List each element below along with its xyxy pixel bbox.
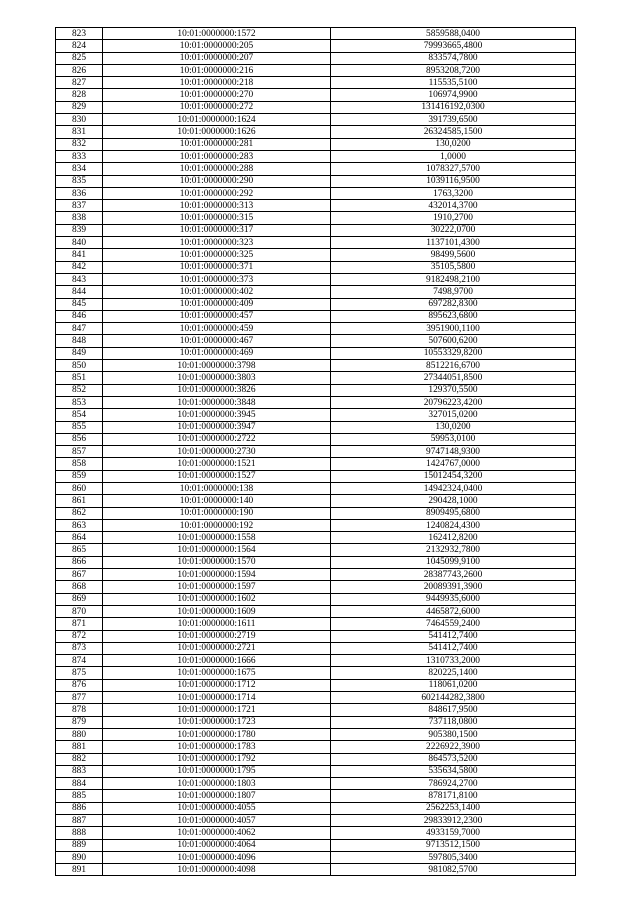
row-number-cell: 851 (56, 372, 103, 384)
table-row (56, 101, 576, 113)
row-number-cell: 853 (56, 396, 103, 408)
table-row (56, 261, 576, 273)
value-cell: 1,0000 (331, 150, 576, 162)
row-number-cell: 874 (56, 655, 103, 667)
value-cell: 29833912,2300 (331, 815, 576, 827)
row-number-cell: 832 (56, 138, 103, 150)
row-number-cell: 865 (56, 544, 103, 556)
cadastral-number-cell: 10:01:0000000:3798 (103, 360, 331, 372)
table-body (56, 28, 576, 876)
value-cell: 541412,7400 (331, 630, 576, 642)
value-cell: 27344051,8500 (331, 372, 576, 384)
row-number-cell: 835 (56, 175, 103, 187)
value-cell: 1763,3200 (331, 187, 576, 199)
cadastral-number-cell: 10:01:0000000:138 (103, 482, 331, 494)
table-row (56, 679, 576, 691)
value-cell: 432014,3700 (331, 200, 576, 212)
table-row (56, 347, 576, 359)
value-cell: 878171,8100 (331, 790, 576, 802)
row-number-cell: 833 (56, 150, 103, 162)
cadastral-number-cell: 10:01:0000000:1807 (103, 790, 331, 802)
value-cell: 131416192,0300 (331, 101, 576, 113)
table-row (56, 470, 576, 482)
table-row (56, 200, 576, 212)
row-number-cell: 886 (56, 802, 103, 814)
cadastral-number-cell: 10:01:0000000:1666 (103, 655, 331, 667)
table-row (56, 593, 576, 605)
table-row (56, 421, 576, 433)
table-row (56, 827, 576, 839)
cadastral-number-cell: 10:01:0000000:1611 (103, 618, 331, 630)
value-cell: 98499,5600 (331, 249, 576, 261)
value-cell: 28387743,2600 (331, 569, 576, 581)
value-cell: 327015,0200 (331, 409, 576, 421)
cadastral-number-cell: 10:01:0000000:216 (103, 64, 331, 76)
cadastral-number-cell: 10:01:0000000:192 (103, 519, 331, 531)
value-cell: 4465872,6000 (331, 605, 576, 617)
value-cell: 1039116,9500 (331, 175, 576, 187)
cadastral-number-cell: 10:01:0000000:1714 (103, 692, 331, 704)
value-cell: 3951900,1100 (331, 323, 576, 335)
cadastral-number-cell: 10:01:0000000:1803 (103, 778, 331, 790)
table-row (56, 667, 576, 679)
value-cell: 1045099,9100 (331, 556, 576, 568)
row-number-cell: 857 (56, 446, 103, 458)
value-cell: 59953,0100 (331, 433, 576, 445)
row-number-cell: 840 (56, 237, 103, 249)
table-row (56, 482, 576, 494)
row-number-cell: 860 (56, 482, 103, 494)
row-number-cell: 864 (56, 532, 103, 544)
value-cell: 2132932,7800 (331, 544, 576, 556)
table-row (56, 237, 576, 249)
cadastral-number-cell: 10:01:0000000:467 (103, 335, 331, 347)
value-cell: 10553329,8200 (331, 347, 576, 359)
cadastral-number-cell: 10:01:0000000:218 (103, 77, 331, 89)
cadastral-number-cell: 10:01:0000000:323 (103, 237, 331, 249)
value-cell: 9747148,9300 (331, 446, 576, 458)
cadastral-number-cell: 10:01:0000000:469 (103, 347, 331, 359)
value-cell: 106974,9900 (331, 89, 576, 101)
cadastral-number-cell: 10:01:0000000:4096 (103, 851, 331, 863)
value-cell: 9713512,1500 (331, 839, 576, 851)
value-cell: 20089391,3900 (331, 581, 576, 593)
cadastral-number-cell: 10:01:0000000:2719 (103, 630, 331, 642)
cadastral-number-cell: 10:01:0000000:1795 (103, 765, 331, 777)
table-row (56, 384, 576, 396)
cadastral-number-cell: 10:01:0000000:205 (103, 40, 331, 52)
cadastral-number-cell: 10:01:0000000:1609 (103, 605, 331, 617)
table-row (56, 642, 576, 654)
value-cell: 1424767,0000 (331, 458, 576, 470)
table-row (56, 765, 576, 777)
value-cell: 14942324,0400 (331, 482, 576, 494)
table-row (56, 692, 576, 704)
cadastral-number-cell: 10:01:0000000:1527 (103, 470, 331, 482)
table-row (56, 396, 576, 408)
value-cell: 8909495,6800 (331, 507, 576, 519)
cadastral-number-cell: 10:01:0000000:2721 (103, 642, 331, 654)
value-cell: 1910,2700 (331, 212, 576, 224)
row-number-cell: 842 (56, 261, 103, 273)
row-number-cell: 876 (56, 679, 103, 691)
table-row (56, 187, 576, 199)
row-number-cell: 870 (56, 605, 103, 617)
cadastral-number-cell: 10:01:0000000:1675 (103, 667, 331, 679)
cadastral-number-cell: 10:01:0000000:2722 (103, 433, 331, 445)
table-row (56, 544, 576, 556)
row-number-cell: 891 (56, 864, 103, 876)
table-row (56, 126, 576, 138)
table-row (56, 839, 576, 851)
row-number-cell: 884 (56, 778, 103, 790)
row-number-cell: 869 (56, 593, 103, 605)
row-number-cell: 856 (56, 433, 103, 445)
table-row (56, 150, 576, 162)
cadastral-number-cell: 10:01:0000000:317 (103, 224, 331, 236)
table-row (56, 310, 576, 322)
row-number-cell: 850 (56, 360, 103, 372)
row-number-cell: 887 (56, 815, 103, 827)
cadastral-number-cell: 10:01:0000000:1626 (103, 126, 331, 138)
row-number-cell: 859 (56, 470, 103, 482)
table-row (56, 335, 576, 347)
table-row (56, 212, 576, 224)
cadastral-number-cell: 10:01:0000000:1572 (103, 28, 331, 40)
value-cell: 290428,1000 (331, 495, 576, 507)
row-number-cell: 844 (56, 286, 103, 298)
row-number-cell: 839 (56, 224, 103, 236)
table-row (56, 163, 576, 175)
value-cell: 35105,5800 (331, 261, 576, 273)
cadastral-number-cell: 10:01:0000000:4098 (103, 864, 331, 876)
table-row (56, 532, 576, 544)
row-number-cell: 837 (56, 200, 103, 212)
row-number-cell: 846 (56, 310, 103, 322)
table-row (56, 249, 576, 261)
row-number-cell: 863 (56, 519, 103, 531)
row-number-cell: 879 (56, 716, 103, 728)
value-cell: 9449935,6000 (331, 593, 576, 605)
value-cell: 391739,6500 (331, 114, 576, 126)
table-row (56, 372, 576, 384)
table-row (56, 864, 576, 876)
cadastral-number-cell: 10:01:0000000:3945 (103, 409, 331, 421)
row-number-cell: 888 (56, 827, 103, 839)
row-number-cell: 849 (56, 347, 103, 359)
table-row (56, 286, 576, 298)
table-row (56, 630, 576, 642)
row-number-cell: 878 (56, 704, 103, 716)
cadastral-number-cell: 10:01:0000000:190 (103, 507, 331, 519)
row-number-cell: 836 (56, 187, 103, 199)
cadastral-number-cell: 10:01:0000000:290 (103, 175, 331, 187)
table-row (56, 114, 576, 126)
value-cell: 4933159,7000 (331, 827, 576, 839)
table-row (56, 741, 576, 753)
table-row (56, 52, 576, 64)
cadastral-number-cell: 10:01:0000000:4055 (103, 802, 331, 814)
row-number-cell: 883 (56, 765, 103, 777)
cadastral-number-cell: 10:01:0000000:288 (103, 163, 331, 175)
value-cell: 130,0200 (331, 138, 576, 150)
table-row (56, 507, 576, 519)
cadastral-number-cell: 10:01:0000000:1558 (103, 532, 331, 544)
value-cell: 786924,2700 (331, 778, 576, 790)
row-number-cell: 845 (56, 298, 103, 310)
value-cell: 535634,5800 (331, 765, 576, 777)
table-row (56, 323, 576, 335)
table-row (56, 519, 576, 531)
table-row (56, 446, 576, 458)
table-row (56, 433, 576, 445)
value-cell: 597805,3400 (331, 851, 576, 863)
row-number-cell: 861 (56, 495, 103, 507)
value-cell: 864573,5200 (331, 753, 576, 765)
value-cell: 26324585,1500 (331, 126, 576, 138)
cadastral-number-cell: 10:01:0000000:1594 (103, 569, 331, 581)
row-number-cell: 838 (56, 212, 103, 224)
table-row (56, 64, 576, 76)
table-row (56, 298, 576, 310)
table-row (56, 815, 576, 827)
table-row (56, 655, 576, 667)
row-number-cell: 866 (56, 556, 103, 568)
row-number-cell: 830 (56, 114, 103, 126)
cadastral-number-cell: 10:01:0000000:1792 (103, 753, 331, 765)
row-number-cell: 877 (56, 692, 103, 704)
cadastral-number-cell: 10:01:0000000:272 (103, 101, 331, 113)
table-row (56, 175, 576, 187)
row-number-cell: 881 (56, 741, 103, 753)
cadastral-number-cell: 10:01:0000000:1712 (103, 679, 331, 691)
row-number-cell: 885 (56, 790, 103, 802)
row-number-cell: 829 (56, 101, 103, 113)
row-number-cell: 824 (56, 40, 103, 52)
row-number-cell: 854 (56, 409, 103, 421)
cadastral-number-cell: 10:01:0000000:409 (103, 298, 331, 310)
table-row (56, 360, 576, 372)
cadastral-number-cell: 10:01:0000000:1602 (103, 593, 331, 605)
cadastral-number-cell: 10:01:0000000:459 (103, 323, 331, 335)
row-number-cell: 855 (56, 421, 103, 433)
value-cell: 15012454,3200 (331, 470, 576, 482)
cadastral-number-cell: 10:01:0000000:4064 (103, 839, 331, 851)
cadastral-number-cell: 10:01:0000000:3947 (103, 421, 331, 433)
table-row (56, 495, 576, 507)
value-cell: 7498,9700 (331, 286, 576, 298)
value-cell: 1078327,5700 (331, 163, 576, 175)
row-number-cell: 873 (56, 642, 103, 654)
table-row (56, 618, 576, 630)
cadastral-number-cell: 10:01:0000000:371 (103, 261, 331, 273)
value-cell: 981082,5700 (331, 864, 576, 876)
value-cell: 507600,6200 (331, 335, 576, 347)
row-number-cell: 825 (56, 52, 103, 64)
table-row (56, 802, 576, 814)
row-number-cell: 867 (56, 569, 103, 581)
cadastral-number-cell: 10:01:0000000:315 (103, 212, 331, 224)
cadastral-number-cell: 10:01:0000000:1624 (103, 114, 331, 126)
row-number-cell: 834 (56, 163, 103, 175)
row-number-cell: 828 (56, 89, 103, 101)
value-cell: 162412,8200 (331, 532, 576, 544)
cadastral-number-cell: 10:01:0000000:402 (103, 286, 331, 298)
cadastral-number-cell: 10:01:0000000:3826 (103, 384, 331, 396)
row-number-cell: 871 (56, 618, 103, 630)
value-cell: 8512216,6700 (331, 360, 576, 372)
value-cell: 1240824,4300 (331, 519, 576, 531)
row-number-cell: 882 (56, 753, 103, 765)
value-cell: 602144282,3800 (331, 692, 576, 704)
cadastral-number-cell: 10:01:0000000:373 (103, 273, 331, 285)
cadastral-number-cell: 10:01:0000000:1597 (103, 581, 331, 593)
value-cell: 7464559,2400 (331, 618, 576, 630)
value-cell: 1310733,2000 (331, 655, 576, 667)
value-cell: 129370,5500 (331, 384, 576, 396)
table-row (56, 77, 576, 89)
cadastral-number-cell: 10:01:0000000:292 (103, 187, 331, 199)
cadastral-number-cell: 10:01:0000000:457 (103, 310, 331, 322)
value-cell: 115535,5100 (331, 77, 576, 89)
row-number-cell: 858 (56, 458, 103, 470)
cadastral-number-cell: 10:01:0000000:1721 (103, 704, 331, 716)
row-number-cell: 843 (56, 273, 103, 285)
table-row (56, 569, 576, 581)
row-number-cell: 852 (56, 384, 103, 396)
table-row (56, 224, 576, 236)
cadastral-number-cell: 10:01:0000000:281 (103, 138, 331, 150)
value-cell: 833574,7800 (331, 52, 576, 64)
cadastral-number-cell: 10:01:0000000:3848 (103, 396, 331, 408)
value-cell: 2226922,3900 (331, 741, 576, 753)
cadastral-number-cell: 10:01:0000000:313 (103, 200, 331, 212)
value-cell: 895623,6800 (331, 310, 576, 322)
cadastral-number-cell: 10:01:0000000:207 (103, 52, 331, 64)
value-cell: 737118,0800 (331, 716, 576, 728)
value-cell: 905380,1500 (331, 728, 576, 740)
cadastral-number-cell: 10:01:0000000:4062 (103, 827, 331, 839)
value-cell: 848617,9500 (331, 704, 576, 716)
cadastral-number-cell: 10:01:0000000:270 (103, 89, 331, 101)
cadastral-number-cell: 10:01:0000000:325 (103, 249, 331, 261)
row-number-cell: 889 (56, 839, 103, 851)
cadastral-value-table (55, 27, 576, 876)
row-number-cell: 862 (56, 507, 103, 519)
cadastral-number-cell: 10:01:0000000:1783 (103, 741, 331, 753)
cadastral-number-cell: 10:01:0000000:4057 (103, 815, 331, 827)
table-row (56, 458, 576, 470)
cadastral-number-cell: 10:01:0000000:1564 (103, 544, 331, 556)
table-row (56, 605, 576, 617)
row-number-cell: 827 (56, 77, 103, 89)
value-cell: 5859588,0400 (331, 28, 576, 40)
table-row (56, 790, 576, 802)
row-number-cell: 872 (56, 630, 103, 642)
value-cell: 130,0200 (331, 421, 576, 433)
row-number-cell: 826 (56, 64, 103, 76)
cadastral-number-cell: 10:01:0000000:1723 (103, 716, 331, 728)
table-row (56, 778, 576, 790)
value-cell: 8953208,7200 (331, 64, 576, 76)
value-cell: 541412,7400 (331, 642, 576, 654)
row-number-cell: 875 (56, 667, 103, 679)
value-cell: 1137101,4300 (331, 237, 576, 249)
table-row (56, 40, 576, 52)
value-cell: 2562253,1400 (331, 802, 576, 814)
value-cell: 20796223,4200 (331, 396, 576, 408)
table-row (56, 581, 576, 593)
row-number-cell: 848 (56, 335, 103, 347)
table-row (56, 704, 576, 716)
value-cell: 9182498,2100 (331, 273, 576, 285)
table-row (56, 716, 576, 728)
table-row (56, 273, 576, 285)
cadastral-number-cell: 10:01:0000000:283 (103, 150, 331, 162)
row-number-cell: 831 (56, 126, 103, 138)
table-row (56, 138, 576, 150)
row-number-cell: 847 (56, 323, 103, 335)
cadastral-number-cell: 10:01:0000000:140 (103, 495, 331, 507)
cadastral-number-cell: 10:01:0000000:2730 (103, 446, 331, 458)
value-cell: 79993665,4800 (331, 40, 576, 52)
table-row (56, 556, 576, 568)
value-cell: 697282,8300 (331, 298, 576, 310)
cadastral-number-cell: 10:01:0000000:1780 (103, 728, 331, 740)
row-number-cell: 841 (56, 249, 103, 261)
value-cell: 820225,1400 (331, 667, 576, 679)
row-number-cell: 868 (56, 581, 103, 593)
row-number-cell: 823 (56, 28, 103, 40)
table-row (56, 28, 576, 40)
cadastral-number-cell: 10:01:0000000:3803 (103, 372, 331, 384)
value-cell: 118061,0200 (331, 679, 576, 691)
table-row (56, 753, 576, 765)
table-row (56, 409, 576, 421)
cadastral-number-cell: 10:01:0000000:1521 (103, 458, 331, 470)
table-row (56, 851, 576, 863)
table-row (56, 728, 576, 740)
row-number-cell: 880 (56, 728, 103, 740)
row-number-cell: 890 (56, 851, 103, 863)
cadastral-number-cell: 10:01:0000000:1570 (103, 556, 331, 568)
table-row (56, 89, 576, 101)
value-cell: 30222,0700 (331, 224, 576, 236)
